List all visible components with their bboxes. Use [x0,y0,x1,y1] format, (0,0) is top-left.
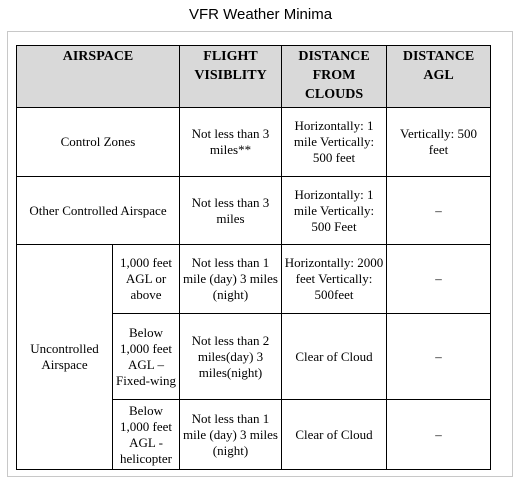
table-row [17,108,491,177]
airspace-cell: Uncontrolled Airspace [17,245,113,470]
visibility-cell: Not less than 3 miles [180,177,282,245]
header-distance-agl: DISTANCE AGL [387,46,491,108]
header-row [17,46,491,108]
page-title: VFR Weather Minima [188,6,333,23]
condition-cell: Below 1,000 feet AGL - helicopter [113,400,180,470]
condition-cell: Below 1,000 feet AGL – Fixed-wing [113,314,180,400]
table-row [17,245,491,314]
vfr-minima-table [16,45,491,470]
agl-cell: – [387,314,491,400]
header-flight-visibility: FLIGHT VISIBLITY [180,46,282,108]
condition-cell: 1,000 feet AGL or above [113,245,180,314]
clouds-cell: Horizontally: 1 mile Vertically: 500 feet [282,108,387,177]
agl-cell: – [387,400,491,470]
visibility-cell: Not less than 2 miles(day) 3 miles(night) [180,314,282,400]
visibility-cell: Not less than 1 mile (day) 3 miles (night) [180,400,282,470]
clouds-cell: Horizontally: 2000 feet Vertically: 500feet [282,245,387,314]
clouds-cell: Horizontally: 1 mile Vertically: 500 Feet [282,177,387,245]
table-row [17,177,491,245]
header-distance-from-clouds: DISTANCE FROM CLOUDS [282,46,387,108]
agl-cell: – [387,245,491,314]
visibility-cell: Not less than 1 mile (day) 3 miles (night) [180,245,282,314]
agl-cell: – [387,177,491,245]
clouds-cell: Clear of Cloud [282,314,387,400]
airspace-cell: Other Controlled Airspace [17,177,180,245]
agl-cell: Vertically: 500 feet [387,108,491,177]
visibility-cell: Not less than 3 miles** [180,108,282,177]
clouds-cell: Clear of Cloud [282,400,387,470]
header-airspace: AIRSPACE [17,46,180,108]
airspace-cell: Control Zones [17,108,180,177]
